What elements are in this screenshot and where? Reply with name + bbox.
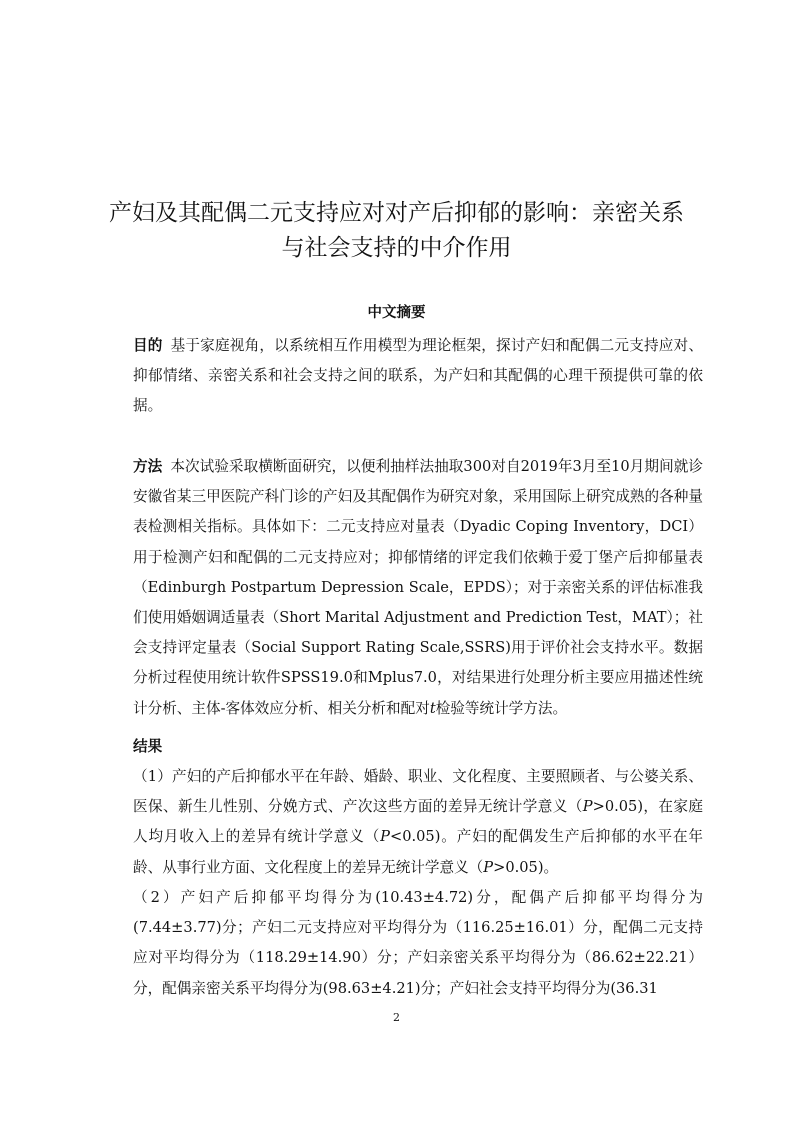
methods-text-end: 检验等统计学方法。 (435, 699, 568, 717)
results-item-1-text-b: >0.05)，在家庭人均月收入上的差异有统计学意义（ (133, 798, 703, 846)
methods-text: 本次试验采取横断面研究，以便利抽样法抽取300对自2019年3月至10月期间就诊安徽省某三甲医院产科门诊的产妇及其配偶作为研究对象，采用国际上研究成熟的各种量表检测相关指标。具体如下：二元支持应对量表（Dyadic Coping Inventory，DCI）用于检测产妇和配偶的二元支持应对；抑郁情绪的评定我们依赖于爱丁堡产后抑郁量表（Edinburgh Postpartum Depression Scale，EPDS）；对于亲密关系的评估标准我们使用婚姻调适量表（Short Marital Adjustment and Prediction Test，MAT）；社会支持评定量表（Social Support Rating Scale,SSRS)用于评价社会支持水平。数据分析过程使用统计软件SPSS19.0和Mplus7.0，对结果进行处理分析主要应用描述性统计分析、主体-客体效应分析、相关分析和配对 (133, 458, 703, 717)
methods-paragraph (133, 452, 703, 724)
methods-label: 方法 (133, 458, 163, 475)
page-number: 2 (393, 1011, 400, 1024)
objective-text: 基于家庭视角，以系统相互作用模型为理论框架，探讨产妇和配偶二元支持应对、抑郁情绪、亲密关系和社会支持之间的联系，为产妇和其配偶的心理干预提供可靠的依据。 (133, 337, 703, 415)
results-item-1-text-a: （1）产妇的产后抑郁水平在年龄、婚龄、职业、文化程度、主要照顾者、与公婆关系、医保、新生儿性别、分娩方式、产次这些方面的差异无统计学意义（ (133, 768, 703, 816)
results-label: 结果 (133, 738, 163, 755)
abstract-heading: 中文摘要 (367, 305, 426, 321)
t-test-symbol: t (429, 699, 436, 717)
objective-label: 目的 (133, 337, 163, 354)
objective-paragraph (133, 331, 703, 422)
results-item-1 (133, 762, 703, 883)
p-symbol: P (582, 798, 593, 816)
p-symbol: P (483, 858, 494, 876)
p-symbol: P (380, 828, 390, 846)
paper-title: 产妇及其配偶二元支持应对对产后抑郁的影响：亲密关系与社会支持的中介作用 (109, 200, 684, 261)
results-item-1-text-d: >0.05)。 (493, 858, 559, 876)
results-item-2: （2）产妇产后抑郁平均得分为(10.43±4.72)分，配偶产后抑郁平均得分为(7.44±3.77)分；产妇二元支持应对平均得分为（116.25±16.01）分，配偶二元支持应对平均得分为（118.29±14.90）分；产妇亲密关系平均得分为（86.62±22.21）分，配偶亲密关系平均得分为(98.63±4.21)分；产妇社会支持平均得分为(36.31 (133, 889, 703, 997)
results-item-1-text-c: <0.05)。产妇的配偶发生产后抑郁的水平在年龄、从事行业方面、文化程度上的差异无统计学意义（ (133, 828, 703, 876)
